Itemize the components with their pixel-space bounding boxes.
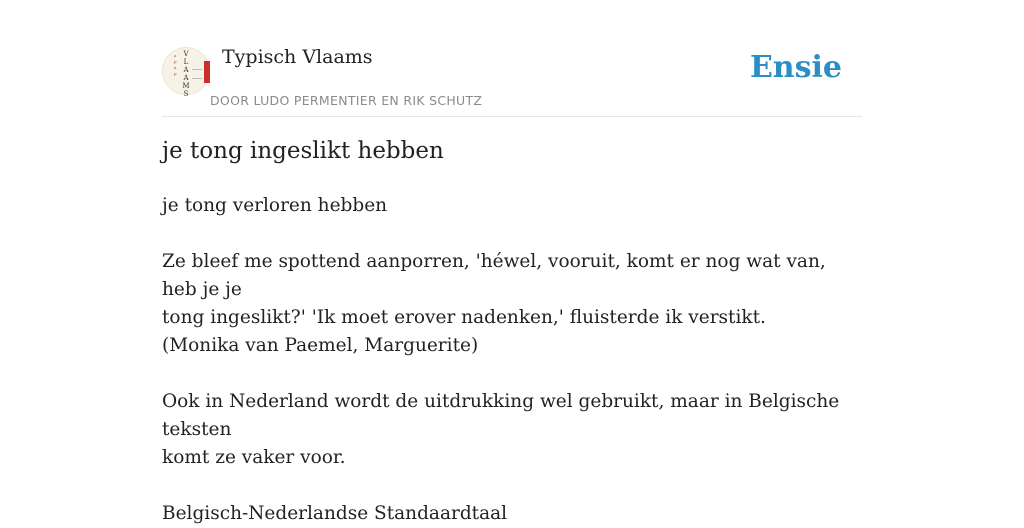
definition-text: je tong verloren hebben [162,195,388,216]
byline: DOOR LUDO PERMENTIER EN RIK SCHUTZ [210,93,483,108]
header [162,44,862,117]
example-quote [162,248,862,360]
category-text: Belgisch-Nederlandse Standaardtaal [162,503,508,524]
example-source: (Monika van Paemel, Marguerite) [162,335,479,356]
site-title[interactable]: Typisch Vlaams [222,46,373,68]
example-line: Ze bleef me spottend aanporren, 'héwel, vooruit, komt er nog wat van, heb je je [162,251,826,300]
avatar[interactable] [162,47,210,98]
avatar-side-text: a p a p [174,53,177,76]
definition [162,192,862,220]
example-line: tong ingeslikt?' 'Ik moet erover nadenken,' fluisterde ik verstikt. [162,307,766,328]
note-line: Ook in Nederland wordt de uitdrukking wel gebruikt, maar in Belgische teksten [162,391,840,440]
brand-logo[interactable]: Ensie [749,50,842,85]
avatar-small-print [192,69,202,79]
entry-content [162,192,862,528]
avatar-red-band [204,61,210,83]
entry-title: je tong ingeslikt hebben [162,138,444,164]
note-line: komt ze vaker voor. [162,447,346,468]
usage-note [162,388,862,472]
avatar-logo-letters: V L A A M S [182,50,190,98]
category [162,500,862,528]
